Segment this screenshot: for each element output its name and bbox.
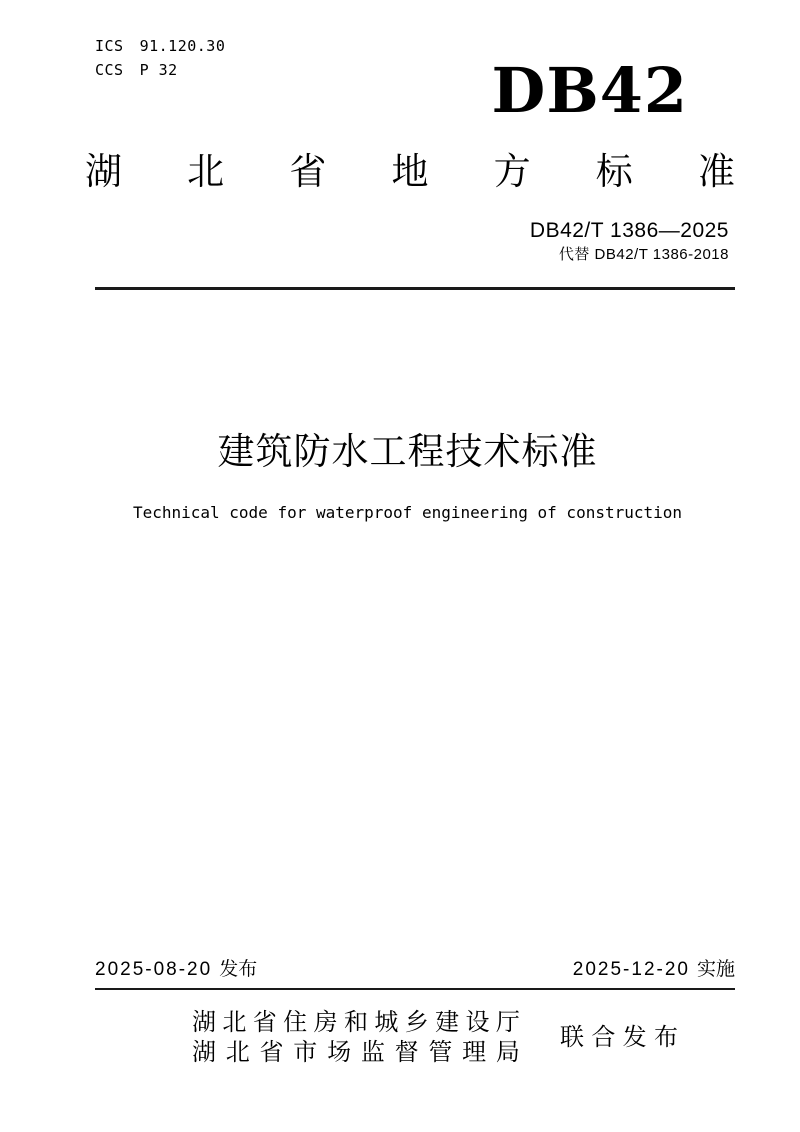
char: 住 bbox=[283, 1009, 308, 1036]
ccs-code-row bbox=[95, 58, 225, 82]
char: 省 bbox=[259, 1039, 284, 1066]
char: 理 bbox=[462, 1039, 487, 1066]
publisher-line-1 bbox=[192, 1009, 520, 1037]
classification-codes bbox=[95, 34, 225, 82]
ccs-value: P 32 bbox=[139, 61, 178, 79]
char: 省 bbox=[289, 151, 327, 192]
implement-label: 实施 bbox=[696, 959, 735, 980]
char: 湖 bbox=[192, 1039, 216, 1066]
char: 乡 bbox=[404, 1009, 429, 1036]
bottom-divider-rule bbox=[95, 988, 735, 990]
document-title-chinese: 建筑防水工程技术标准 bbox=[217, 431, 598, 472]
char: 布 bbox=[653, 1024, 678, 1051]
char: 城 bbox=[374, 1009, 399, 1036]
char: 地 bbox=[391, 151, 429, 192]
issue-date-item bbox=[95, 958, 257, 982]
char: 房 bbox=[313, 1009, 338, 1036]
char: 建 bbox=[435, 1009, 460, 1036]
ics-label: ICS bbox=[95, 37, 124, 55]
db42-logo: DB42 bbox=[491, 54, 688, 127]
ics-code-row bbox=[95, 34, 225, 58]
char: 设 bbox=[465, 1009, 490, 1036]
joint-publish-label bbox=[560, 1024, 678, 1052]
char: 厅 bbox=[495, 1009, 520, 1036]
char: 监 bbox=[360, 1039, 385, 1066]
char: 北 bbox=[225, 1039, 250, 1066]
char: 北 bbox=[187, 151, 225, 192]
char: 发 bbox=[622, 1024, 647, 1051]
char: 合 bbox=[591, 1024, 616, 1051]
ccs-label: CCS bbox=[95, 61, 124, 79]
ics-value: 91.120.30 bbox=[139, 37, 226, 55]
implement-date-item bbox=[573, 958, 735, 982]
dates-row bbox=[95, 958, 735, 982]
char: 场 bbox=[327, 1039, 352, 1066]
standard-type-heading bbox=[85, 150, 735, 194]
document-title-english: Technical code for waterproof engineering of construction bbox=[132, 503, 683, 522]
char: 管 bbox=[428, 1039, 453, 1066]
char: 督 bbox=[394, 1039, 419, 1066]
top-divider-rule bbox=[95, 287, 735, 290]
standard-number: DB42/T 1386—2025 bbox=[529, 219, 729, 242]
char: 和 bbox=[343, 1009, 368, 1036]
char: 标 bbox=[595, 151, 633, 192]
char: 准 bbox=[697, 151, 735, 192]
char: 省 bbox=[252, 1009, 277, 1036]
char: 联 bbox=[560, 1024, 584, 1051]
publisher-line-2 bbox=[192, 1039, 520, 1067]
char: 湖 bbox=[85, 151, 122, 192]
replaces-note: 代替 DB42/T 1386-2018 bbox=[558, 246, 729, 263]
char: 方 bbox=[493, 151, 531, 192]
issue-date: 2025-08-20 bbox=[95, 959, 213, 980]
char: 北 bbox=[222, 1009, 247, 1036]
issue-label: 发布 bbox=[219, 959, 258, 980]
char: 湖 bbox=[192, 1009, 216, 1036]
char: 局 bbox=[495, 1039, 520, 1066]
char: 市 bbox=[293, 1039, 318, 1066]
implement-date: 2025-12-20 bbox=[572, 959, 690, 980]
